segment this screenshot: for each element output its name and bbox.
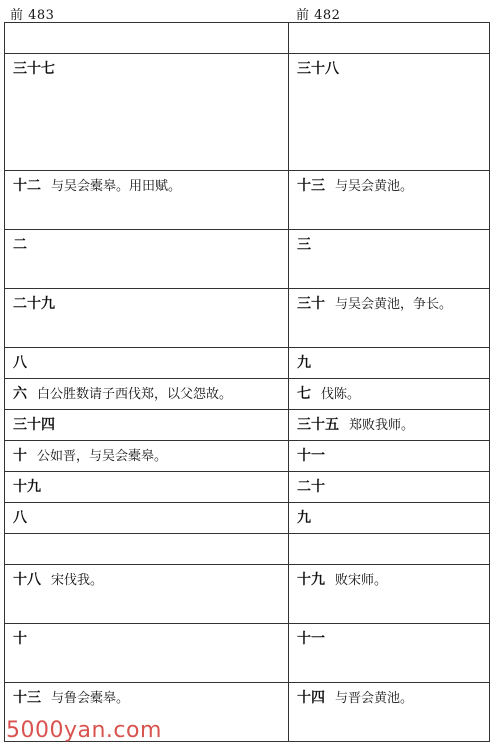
state-year-number: 二 [13, 237, 27, 253]
state-year-number: 十二 [13, 178, 41, 194]
state-year-number: 十 [13, 631, 27, 647]
cell-left [5, 410, 289, 441]
table-row [5, 171, 490, 230]
cell-right [289, 23, 490, 54]
state-year-number: 三十四 [13, 417, 55, 433]
state-year-number: 十九 [297, 572, 325, 588]
table-row [5, 379, 490, 410]
state-year-number: 七 [297, 386, 311, 402]
cell-right [289, 348, 490, 379]
table-row [5, 503, 490, 534]
event-text: 与晋会黄池。 [335, 691, 414, 706]
state-year-number: 三十 [297, 296, 325, 312]
state-year-number: 十 [13, 448, 27, 464]
cell-right [289, 624, 490, 683]
state-year-number: 十一 [297, 448, 325, 464]
table-row [5, 230, 490, 289]
cell-left [5, 23, 289, 54]
cell-right [289, 54, 490, 171]
cell-right [289, 472, 490, 503]
state-year-number: 九 [297, 355, 311, 371]
cell-left [5, 503, 289, 534]
cell-right [289, 230, 490, 289]
table-row [5, 54, 490, 171]
cell-left [5, 565, 289, 624]
state-year-number: 二十九 [13, 296, 55, 312]
cell-left [5, 289, 289, 348]
cell-right [289, 289, 490, 348]
cell-left [5, 441, 289, 472]
page-header [0, 0, 494, 22]
header-year-left: 前 483 [10, 8, 55, 23]
table-row [5, 624, 490, 683]
state-year-number: 二十 [297, 479, 325, 495]
cell-right [289, 379, 490, 410]
cell-left [5, 534, 289, 565]
event-text: 与鲁会橐皋。 [51, 691, 130, 706]
state-year-number: 九 [297, 510, 311, 526]
state-year-number: 十八 [13, 572, 41, 588]
state-year-number: 八 [13, 355, 27, 371]
table-row [5, 410, 490, 441]
cell-left [5, 171, 289, 230]
state-year-number: 三 [297, 237, 311, 253]
event-text: 郑败我师。 [349, 418, 415, 433]
table-row [5, 289, 490, 348]
cell-right [289, 683, 490, 742]
event-text: 与吴会橐皋。用田赋。 [51, 179, 182, 194]
state-year-number: 三十五 [297, 417, 339, 433]
table-row [5, 534, 490, 565]
cell-right [289, 410, 490, 441]
state-year-number: 十三 [13, 690, 41, 706]
cell-left [5, 54, 289, 171]
table-row [5, 348, 490, 379]
cell-left [5, 230, 289, 289]
state-year-number: 十一 [297, 631, 325, 647]
cell-right [289, 171, 490, 230]
table-row [5, 23, 490, 54]
table-row [5, 441, 490, 472]
cell-left [5, 624, 289, 683]
header-year-right: 前 482 [296, 8, 341, 23]
cell-left [5, 379, 289, 410]
state-year-number: 十九 [13, 479, 41, 495]
table-row [5, 472, 490, 503]
cell-right [289, 565, 490, 624]
cell-right [289, 441, 490, 472]
cell-right [289, 503, 490, 534]
site-watermark: 5000yan.com [6, 718, 162, 743]
cell-right [289, 534, 490, 565]
cell-left [5, 348, 289, 379]
state-year-number: 十四 [297, 690, 325, 706]
event-text: 与吴会黄池，争长。 [335, 297, 453, 312]
chronology-table [4, 22, 490, 742]
event-text: 公如晋，与吴会橐皋。 [37, 449, 168, 464]
event-text: 伐陈。 [321, 387, 361, 402]
event-text: 白公胜数请子西伐郑，以父怨故。 [37, 387, 233, 402]
state-year-number: 八 [13, 510, 27, 526]
state-year-number: 三十八 [297, 61, 339, 77]
cell-left [5, 472, 289, 503]
table-row [5, 565, 490, 624]
event-text: 与吴会黄池。 [335, 179, 414, 194]
state-year-number: 六 [13, 386, 27, 402]
event-text: 败宋师。 [335, 573, 388, 588]
event-text: 宋伐我。 [51, 573, 104, 588]
state-year-number: 三十七 [13, 61, 55, 77]
state-year-number: 十三 [297, 178, 325, 194]
